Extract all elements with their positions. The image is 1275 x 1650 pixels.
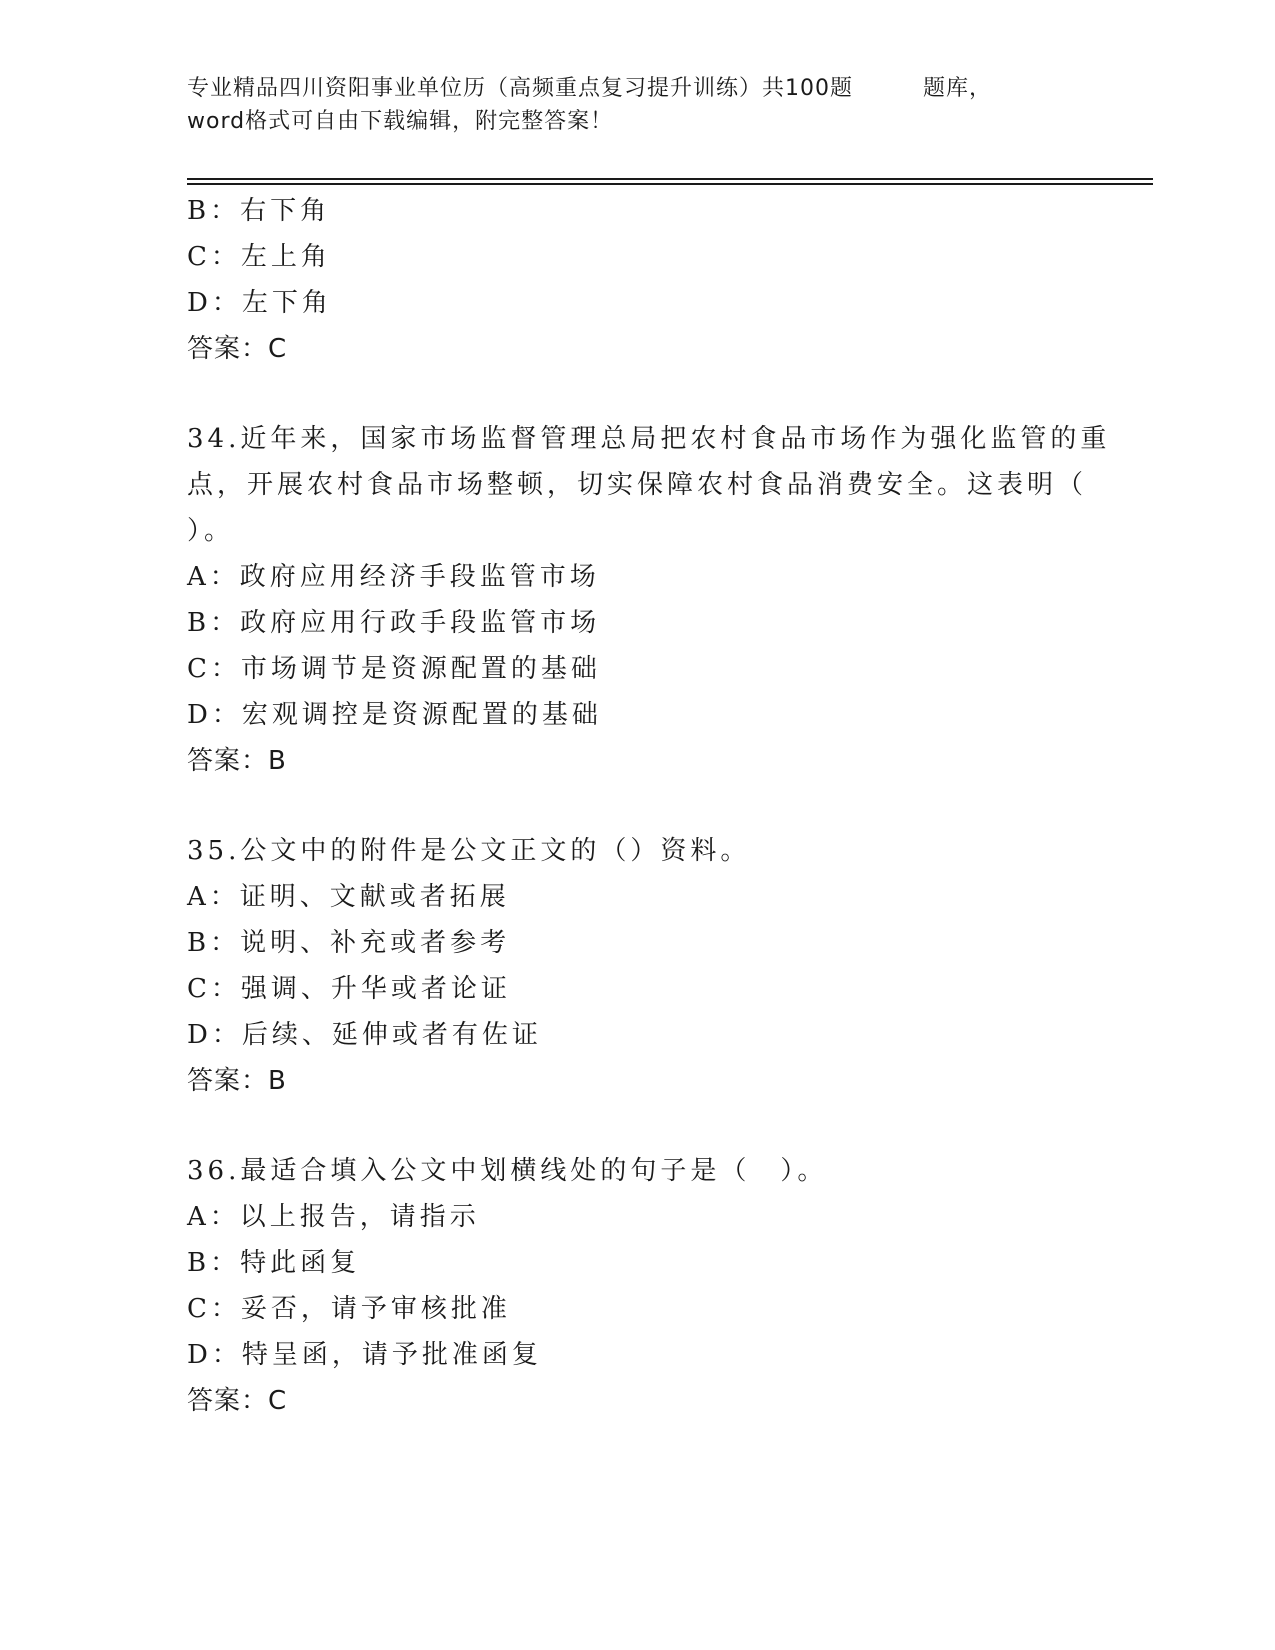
option-b: B：说明、补充或者参考 [187, 928, 511, 958]
stem-line: 36.最适合填入公文中划横线处的句子是（ ）。 [187, 1156, 828, 1186]
option-d: D：特呈函，请予批准函复 [187, 1340, 542, 1370]
option-a: A：证明、文献或者拓展 [187, 882, 510, 912]
header-title: 专业精品四川资阳事业单位历（高频重点复习提升训练）共100题 [187, 76, 853, 101]
question-34 [187, 416, 1111, 784]
question-content [187, 188, 1111, 1424]
stem-line: 点，开展农村食品市场整顿，切实保障农村食品消费安全。这表明（ [187, 470, 1088, 500]
stem-line: 34.近年来，国家市场监督管理总局把农村食品市场作为强化监管的重 [187, 424, 1111, 454]
stem-line: ）。 [187, 516, 235, 546]
option-c: C：左上角 [187, 242, 331, 272]
page-header [187, 72, 1147, 138]
option-c: C：市场调节是资源配置的基础 [187, 654, 601, 684]
option-b: B：右下角 [187, 196, 331, 226]
question-35 [187, 828, 1087, 1104]
option-a: A：以上报告，请指示 [187, 1202, 480, 1232]
question-stem [187, 1148, 1087, 1194]
question-stem [187, 828, 1087, 874]
header-title-suffix: 题库， [923, 76, 993, 101]
option-d: D：后续、延伸或者有佐证 [187, 1020, 542, 1050]
option-d: D：左下角 [187, 288, 332, 318]
option-b: B：政府应用行政手段监管市场 [187, 608, 601, 638]
option-b: B：特此函复 [187, 1248, 361, 1278]
stem-line: 35.公文中的附件是公文正文的（）资料。 [187, 836, 751, 866]
answer-line: 答案：C [187, 334, 288, 364]
answer-line: 答案：C [187, 1386, 288, 1416]
header-divider-top [187, 178, 1153, 180]
header-line-2: word格式可自由下载编辑，附完整答案！ [187, 109, 614, 134]
answer-line: 答案：B [187, 1066, 287, 1096]
option-c: C：强调、升华或者论证 [187, 974, 511, 1004]
option-d: D：宏观调控是资源配置的基础 [187, 700, 602, 730]
question-33-tail [187, 188, 1087, 372]
option-a: A：政府应用经济手段监管市场 [187, 562, 600, 592]
answer-line: 答案：B [187, 746, 287, 776]
option-c: C：妥否，请予审核批准 [187, 1294, 511, 1324]
header-line-1 [187, 72, 1147, 105]
question-36 [187, 1148, 1087, 1424]
question-stem [187, 416, 1111, 554]
header-divider-bottom [187, 183, 1153, 185]
